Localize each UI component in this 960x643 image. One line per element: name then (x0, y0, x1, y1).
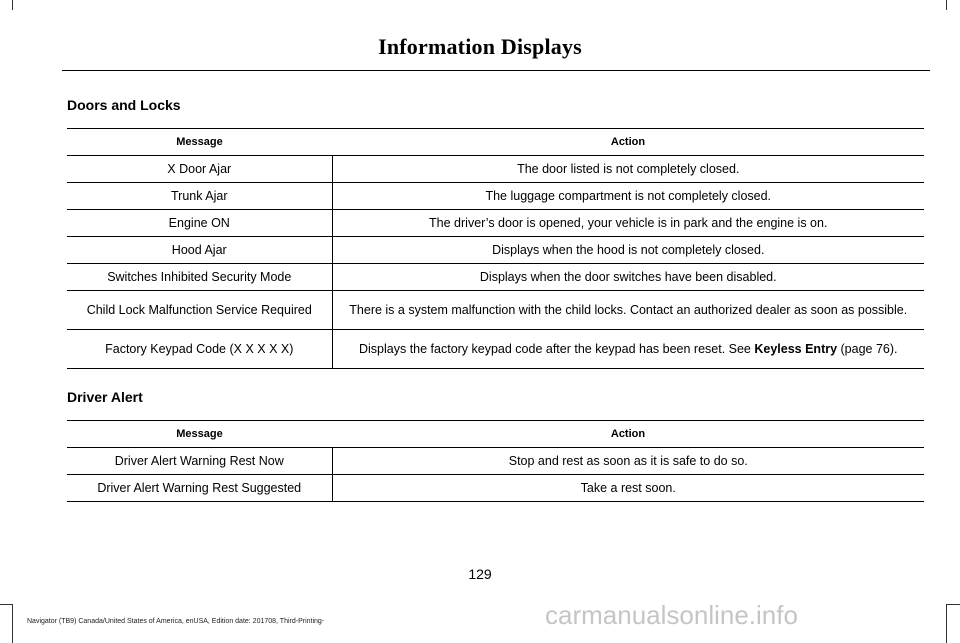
action-cell: The luggage compartment is not completely closed. (332, 183, 924, 210)
crop-mark (946, 0, 947, 10)
column-header-action: Action (332, 129, 924, 156)
table-row (67, 183, 924, 210)
watermark: carmanualsonline.info (545, 600, 798, 630)
section-heading-driver-alert: Driver Alert (67, 389, 143, 405)
table-header-row (67, 421, 924, 448)
message-cell: Switches Inhibited Security Mode (67, 264, 332, 291)
action-cell: Stop and rest as soon as it is safe to do so. (332, 448, 924, 475)
action-cell: The driver’s door is opened, your vehicle is in park and the engine is on. (332, 210, 924, 237)
table-header-row (67, 129, 924, 156)
title-divider (62, 70, 930, 71)
table-row (67, 291, 924, 330)
table-row (67, 156, 924, 183)
table-row (67, 448, 924, 475)
table-row (67, 330, 924, 369)
action-cell (332, 330, 924, 369)
table-row (67, 210, 924, 237)
crop-mark (0, 604, 12, 605)
crop-mark (946, 604, 960, 605)
table-row (67, 475, 924, 502)
crop-mark (12, 0, 13, 10)
action-cell: The door listed is not completely closed. (332, 156, 924, 183)
edition-footer: Navigator (TB9) Canada/United States of America, enUSA, Edition date: 201708, Third-Printing- (27, 618, 325, 625)
action-cell: Displays when the hood is not completely closed. (332, 237, 924, 264)
action-cell: There is a system malfunction with the child locks. Contact an authorized dealer as soon as possible. (332, 291, 924, 330)
message-cell: Child Lock Malfunction Service Required (67, 291, 332, 330)
action-page-ref: (page 76). (837, 341, 898, 356)
column-header-action: Action (332, 421, 924, 448)
doors-and-locks-table (67, 128, 924, 369)
message-cell: Hood Ajar (67, 237, 332, 264)
column-header-message: Message (67, 129, 332, 156)
page-title: Information Displays (378, 34, 582, 59)
page-number: 129 (468, 566, 492, 582)
message-cell: Driver Alert Warning Rest Suggested (67, 475, 332, 502)
table-row (67, 237, 924, 264)
message-cell: Driver Alert Warning Rest Now (67, 448, 332, 475)
column-header-message: Message (67, 421, 332, 448)
crop-mark (946, 604, 947, 643)
message-cell: Trunk Ajar (67, 183, 332, 210)
message-cell: Engine ON (67, 210, 332, 237)
table-row (67, 264, 924, 291)
section-heading-doors-and-locks: Doors and Locks (67, 97, 181, 113)
message-cell: X Door Ajar (67, 156, 332, 183)
crop-mark (12, 604, 13, 643)
driver-alert-table (67, 420, 924, 502)
cross-reference-link[interactable]: Keyless Entry (754, 341, 838, 356)
action-cell: Take a rest soon. (332, 475, 924, 502)
action-cell: Displays when the door switches have been disabled. (332, 264, 924, 291)
message-cell: Factory Keypad Code (X X X X X) (67, 330, 332, 369)
action-text: Displays the factory keypad code after the keypad has been reset. See (358, 341, 755, 356)
